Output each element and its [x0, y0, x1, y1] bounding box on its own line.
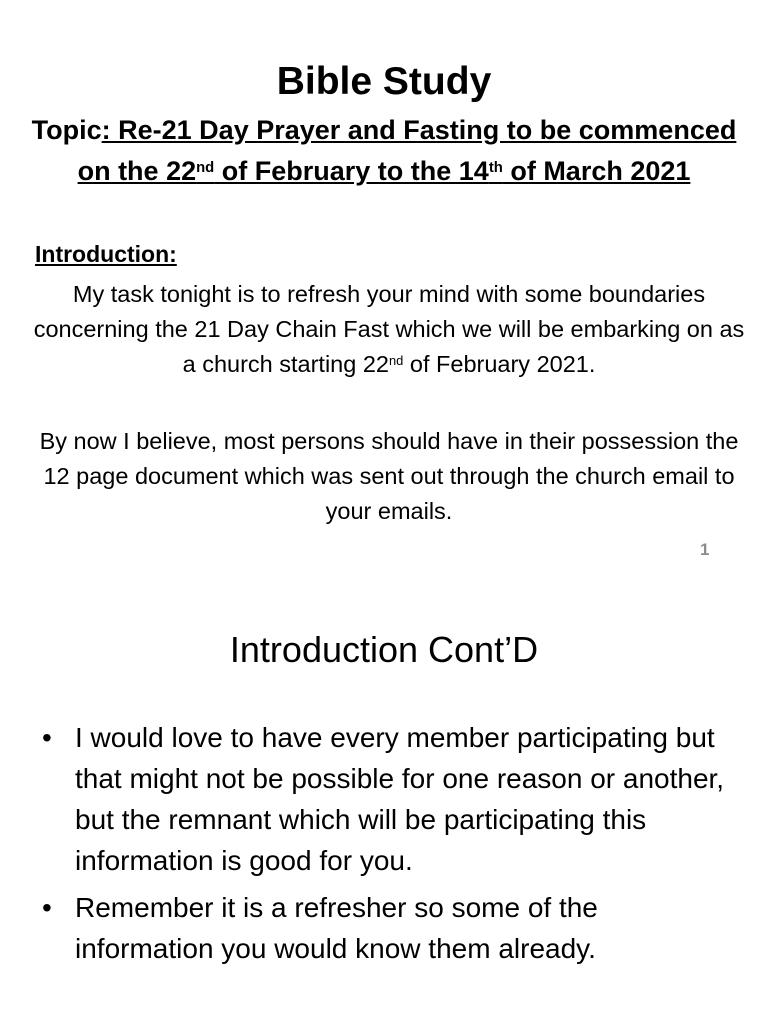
topic-lead: Topic — [31, 115, 102, 145]
intro-paragraph-2: By now I believe, most persons should have in their possession the 12 page document which was sent out through the church email to your emails. — [39, 428, 739, 524]
topic-heading — [30, 110, 738, 192]
paragraph-1-superscript: nd — [389, 352, 404, 368]
topic-part-3: of March 2021 — [502, 156, 691, 186]
topic-superscript-2: th — [488, 159, 503, 176]
bullet-text: I would love to have every member participating but that might not be possible for one reason or another, but the remnant which will be participating this information is good for you. — [75, 722, 725, 876]
slide-2 — [0, 575, 768, 1024]
topic-part-1: : Re-21 Day Prayer and Fasting to be commenced on the 22 — [77, 115, 737, 186]
slide-title: Introduction Cont’D — [229, 629, 539, 670]
introduction-heading: Introduction: — [35, 241, 177, 267]
slide-title: Bible Study — [276, 60, 492, 103]
intro-paragraph-1 — [30, 277, 748, 382]
paragraph-1-text-end: of February 2021. — [403, 351, 596, 377]
bullet-list — [42, 717, 742, 975]
page-number: 1 — [700, 540, 710, 559]
topic-superscript-1: nd — [196, 159, 215, 176]
paragraph-1-text: My task tonight is to refresh your mind with some boundaries concerning the 21 Day Chain Fast which we will be embarking on as a church starting 22 — [33, 281, 745, 377]
bullet-text: Remember it is a refresher so some of the information you would know them already. — [75, 892, 598, 964]
bullet-icon: • — [42, 892, 52, 923]
topic-part-2: of February to the 14 — [214, 156, 489, 186]
topic-text — [78, 115, 737, 186]
bullet-icon: • — [42, 722, 52, 753]
bullet-item — [42, 887, 742, 969]
bullet-item — [42, 717, 742, 881]
